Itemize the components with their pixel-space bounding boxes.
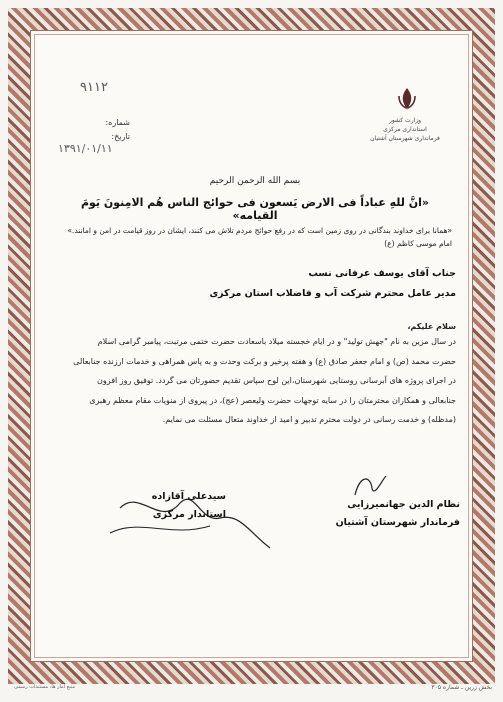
date-value: ۱۳۹۱/۰۱/۱۱	[58, 142, 113, 155]
quran-verse: «انَّ للهِ عباداً فی الارض یَسعون فی حوائج الناس هُم الامِنونَ یَومَ القیامه»	[80, 196, 430, 222]
province-governor-name: سیدعلی آقازاده	[151, 491, 226, 502]
body-line: (مدظله) و خدمت رسانی در دولت محترم تدبیر و امید از خداوند متعال مسئلت می نمایم.	[162, 415, 456, 424]
org-line-province: استانداری مرکزی	[383, 126, 427, 133]
governor-title: فرماندار شهرستان آشتیان	[335, 517, 460, 528]
iran-emblem-icon	[396, 86, 418, 112]
org-line-ministry: وزارت کشور	[388, 117, 422, 124]
footer-note: منبع آمار ها، مستندات رسمی	[14, 684, 76, 690]
body-line: جنابعالی و همکاران محترمتان را در سایه توجهات حضرت ولیعصر (عج)، در پیروی از منویات مقام معظم رهبری	[89, 395, 456, 405]
basmala: بسم الله الرحمن الرحیم	[209, 176, 301, 186]
recipient-block	[180, 264, 456, 304]
governor-name: نظام الدین جهانمیرزایی	[347, 499, 460, 510]
recipient-name: جناب آقای یوسف عرفانی نسب	[308, 268, 456, 279]
org-line-governorate: فرمانداری شهرستان آشتیان	[370, 135, 440, 142]
handwritten-number: ۹۱۱۲	[80, 80, 108, 95]
body-line: در سال مزین به نام "جهش تولید" و در ایام خجسته میلاد باسعادت حضرت ختمی مرتبت، پیامبر گرامی اسلام	[97, 337, 456, 346]
hadith-quote	[60, 224, 452, 250]
hadith-attribution: امام موسی کاظم (ع)	[384, 239, 452, 248]
recipient-title: مدیر عامل محترم شرکت آب و فاضلاب استان مرکزی	[209, 288, 456, 299]
hadith-text: «همانا برای خداوند بندگانی در روی زمین است که در رفع حوائج مردم تلاش می کنند، ایشان در روز قیامت در امن و امانند.»	[67, 226, 452, 235]
footer-issue-number: بخش زرین ـ شماره ۳۰۵	[431, 684, 492, 691]
body-line: حضرت محمد (ص) و امام جعفر صادق (ع) و هفته پرخیر و برکت وحدت و به پاس همراهی و خدمات ارزنده جنابعالی	[73, 356, 456, 366]
signature-governor	[300, 496, 460, 532]
province-governor-title: استاندار مرکزی	[152, 509, 226, 520]
signature-province-governor	[96, 488, 226, 524]
body-line: در اجرای پروژه های آبرسانی روستایی شهرستان،این لوح سپاس تقدیم حضورتان می گردد. توفیق روز افزون	[97, 376, 456, 385]
number-label: شماره:	[105, 118, 130, 127]
body-text	[58, 332, 456, 430]
date-label: تاریخ:	[111, 132, 130, 141]
greeting: سلام علیکم،	[407, 322, 456, 331]
organization-lines	[360, 116, 450, 143]
